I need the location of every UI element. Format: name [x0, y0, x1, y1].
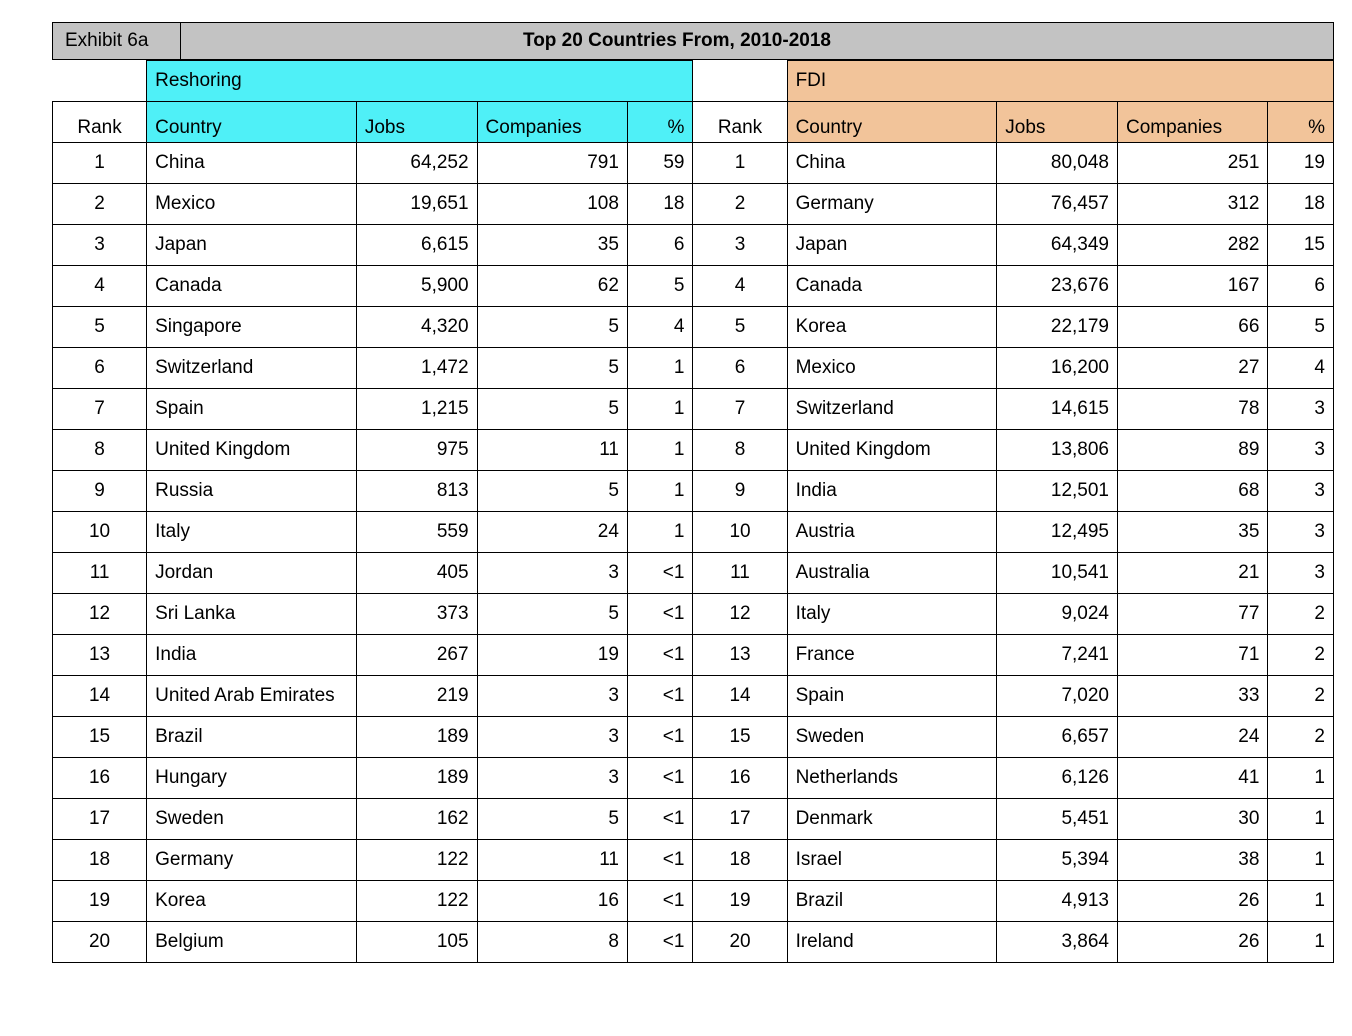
cell-jobs-reshoring: 373	[356, 594, 477, 635]
cell-jobs-reshoring: 267	[356, 635, 477, 676]
header-rank-reshoring: Rank	[53, 102, 147, 143]
table-row	[53, 512, 1334, 553]
cell-jobs-fdi: 23,676	[997, 266, 1118, 307]
cell-companies-reshoring: 19	[477, 635, 627, 676]
cell-rank-reshoring: 13	[53, 635, 147, 676]
cell-rank-fdi: 3	[693, 225, 787, 266]
cell-companies-reshoring: 11	[477, 430, 627, 471]
cell-country-reshoring: Spain	[147, 389, 357, 430]
cell-jobs-fdi: 6,126	[997, 758, 1118, 799]
blank-corner-left	[53, 61, 147, 102]
cell-companies-fdi: 35	[1118, 512, 1268, 553]
cell-rank-reshoring: 16	[53, 758, 147, 799]
cell-country-fdi: Austria	[787, 512, 997, 553]
cell-companies-fdi: 33	[1118, 676, 1268, 717]
exhibit-title-bar	[52, 22, 1334, 60]
cell-country-reshoring: Japan	[147, 225, 357, 266]
cell-companies-reshoring: 35	[477, 225, 627, 266]
cell-companies-fdi: 41	[1118, 758, 1268, 799]
table-row	[53, 143, 1334, 184]
cell-country-reshoring: Sweden	[147, 799, 357, 840]
cell-percent-fdi: 1	[1268, 881, 1334, 922]
cell-percent-fdi: 19	[1268, 143, 1334, 184]
cell-jobs-fdi: 7,241	[997, 635, 1118, 676]
cell-rank-reshoring: 1	[53, 143, 147, 184]
cell-jobs-reshoring: 1,215	[356, 389, 477, 430]
cell-companies-fdi: 251	[1118, 143, 1268, 184]
cell-companies-reshoring: 791	[477, 143, 627, 184]
cell-jobs-fdi: 5,394	[997, 840, 1118, 881]
column-header-row	[53, 102, 1334, 143]
cell-country-reshoring: Switzerland	[147, 348, 357, 389]
table-row	[53, 225, 1334, 266]
cell-percent-fdi: 5	[1268, 307, 1334, 348]
cell-companies-fdi: 26	[1118, 881, 1268, 922]
header-companies-fdi: Companies	[1118, 102, 1268, 143]
cell-rank-fdi: 18	[693, 840, 787, 881]
cell-rank-reshoring: 20	[53, 922, 147, 963]
header-percent-fdi: %	[1268, 102, 1334, 143]
cell-rank-fdi: 14	[693, 676, 787, 717]
cell-country-fdi: Denmark	[787, 799, 997, 840]
cell-rank-fdi: 15	[693, 717, 787, 758]
cell-jobs-reshoring: 105	[356, 922, 477, 963]
table-row	[53, 471, 1334, 512]
cell-country-fdi: Australia	[787, 553, 997, 594]
cell-companies-fdi: 38	[1118, 840, 1268, 881]
cell-rank-fdi: 12	[693, 594, 787, 635]
cell-rank-reshoring: 15	[53, 717, 147, 758]
cell-country-reshoring: United Arab Emirates	[147, 676, 357, 717]
cell-companies-reshoring: 5	[477, 594, 627, 635]
blank-corner-mid	[693, 61, 787, 102]
table-row	[53, 717, 1334, 758]
cell-country-fdi: Canada	[787, 266, 997, 307]
cell-jobs-fdi: 3,864	[997, 922, 1118, 963]
cell-jobs-reshoring: 975	[356, 430, 477, 471]
cell-companies-fdi: 71	[1118, 635, 1268, 676]
cell-jobs-reshoring: 162	[356, 799, 477, 840]
group-label-reshoring: Reshoring	[147, 61, 693, 102]
table-row	[53, 184, 1334, 225]
cell-companies-fdi: 27	[1118, 348, 1268, 389]
cell-rank-reshoring: 5	[53, 307, 147, 348]
cell-percent-fdi: 3	[1268, 553, 1334, 594]
header-companies-reshoring: Companies	[477, 102, 627, 143]
cell-rank-reshoring: 17	[53, 799, 147, 840]
cell-companies-fdi: 26	[1118, 922, 1268, 963]
table-row	[53, 266, 1334, 307]
cell-jobs-reshoring: 189	[356, 758, 477, 799]
cell-rank-reshoring: 3	[53, 225, 147, 266]
cell-percent-fdi: 3	[1268, 430, 1334, 471]
cell-percent-fdi: 2	[1268, 676, 1334, 717]
cell-rank-fdi: 9	[693, 471, 787, 512]
table-row	[53, 348, 1334, 389]
cell-rank-fdi: 20	[693, 922, 787, 963]
cell-rank-fdi: 8	[693, 430, 787, 471]
cell-jobs-fdi: 64,349	[997, 225, 1118, 266]
cell-rank-fdi: 1	[693, 143, 787, 184]
cell-rank-reshoring: 10	[53, 512, 147, 553]
table-row	[53, 307, 1334, 348]
table-row	[53, 881, 1334, 922]
cell-jobs-reshoring: 122	[356, 881, 477, 922]
cell-percent-reshoring: 6	[627, 225, 693, 266]
cell-country-reshoring: Sri Lanka	[147, 594, 357, 635]
header-jobs-reshoring: Jobs	[356, 102, 477, 143]
cell-percent-reshoring: 5	[627, 266, 693, 307]
cell-companies-reshoring: 16	[477, 881, 627, 922]
cell-jobs-fdi: 16,200	[997, 348, 1118, 389]
cell-country-fdi: Spain	[787, 676, 997, 717]
cell-companies-reshoring: 8	[477, 922, 627, 963]
cell-country-reshoring: Korea	[147, 881, 357, 922]
cell-percent-reshoring: 1	[627, 512, 693, 553]
header-jobs-fdi: Jobs	[997, 102, 1118, 143]
cell-percent-fdi: 1	[1268, 758, 1334, 799]
cell-country-reshoring: United Kingdom	[147, 430, 357, 471]
cell-companies-reshoring: 24	[477, 512, 627, 553]
table-row	[53, 553, 1334, 594]
cell-percent-reshoring: <1	[627, 553, 693, 594]
cell-companies-reshoring: 5	[477, 389, 627, 430]
cell-rank-reshoring: 4	[53, 266, 147, 307]
cell-jobs-fdi: 12,501	[997, 471, 1118, 512]
table-row	[53, 635, 1334, 676]
cell-country-fdi: Japan	[787, 225, 997, 266]
cell-jobs-reshoring: 405	[356, 553, 477, 594]
cell-percent-fdi: 2	[1268, 594, 1334, 635]
group-header-row	[53, 61, 1334, 102]
table-body	[53, 143, 1334, 963]
cell-companies-fdi: 282	[1118, 225, 1268, 266]
cell-rank-fdi: 4	[693, 266, 787, 307]
cell-country-fdi: Mexico	[787, 348, 997, 389]
cell-companies-reshoring: 5	[477, 799, 627, 840]
cell-rank-fdi: 6	[693, 348, 787, 389]
cell-companies-fdi: 24	[1118, 717, 1268, 758]
table-row	[53, 758, 1334, 799]
cell-companies-reshoring: 108	[477, 184, 627, 225]
cell-country-fdi: China	[787, 143, 997, 184]
cell-companies-reshoring: 11	[477, 840, 627, 881]
cell-percent-reshoring: <1	[627, 881, 693, 922]
cell-jobs-fdi: 5,451	[997, 799, 1118, 840]
cell-country-fdi: India	[787, 471, 997, 512]
cell-jobs-reshoring: 219	[356, 676, 477, 717]
cell-jobs-fdi: 9,024	[997, 594, 1118, 635]
cell-country-fdi: Germany	[787, 184, 997, 225]
cell-country-reshoring: Hungary	[147, 758, 357, 799]
header-percent-reshoring: %	[627, 102, 693, 143]
cell-jobs-reshoring: 5,900	[356, 266, 477, 307]
cell-country-reshoring: Russia	[147, 471, 357, 512]
cell-percent-reshoring: 1	[627, 389, 693, 430]
table-row	[53, 676, 1334, 717]
cell-percent-reshoring: <1	[627, 922, 693, 963]
cell-companies-fdi: 312	[1118, 184, 1268, 225]
cell-percent-fdi: 2	[1268, 635, 1334, 676]
cell-companies-fdi: 66	[1118, 307, 1268, 348]
cell-rank-reshoring: 12	[53, 594, 147, 635]
cell-country-reshoring: Italy	[147, 512, 357, 553]
cell-percent-fdi: 1	[1268, 922, 1334, 963]
cell-percent-reshoring: <1	[627, 840, 693, 881]
cell-country-fdi: Israel	[787, 840, 997, 881]
header-rank-fdi: Rank	[693, 102, 787, 143]
cell-jobs-fdi: 80,048	[997, 143, 1118, 184]
table-row	[53, 922, 1334, 963]
cell-rank-fdi: 10	[693, 512, 787, 553]
cell-country-fdi: United Kingdom	[787, 430, 997, 471]
cell-jobs-reshoring: 122	[356, 840, 477, 881]
cell-jobs-reshoring: 6,615	[356, 225, 477, 266]
cell-companies-fdi: 21	[1118, 553, 1268, 594]
cell-companies-reshoring: 5	[477, 471, 627, 512]
table-row	[53, 389, 1334, 430]
cell-rank-reshoring: 7	[53, 389, 147, 430]
cell-percent-reshoring: 4	[627, 307, 693, 348]
cell-rank-reshoring: 9	[53, 471, 147, 512]
cell-country-reshoring: Canada	[147, 266, 357, 307]
cell-companies-fdi: 77	[1118, 594, 1268, 635]
cell-companies-fdi: 167	[1118, 266, 1268, 307]
cell-rank-reshoring: 8	[53, 430, 147, 471]
cell-country-reshoring: Germany	[147, 840, 357, 881]
cell-rank-fdi: 19	[693, 881, 787, 922]
cell-companies-reshoring: 3	[477, 676, 627, 717]
cell-jobs-fdi: 7,020	[997, 676, 1118, 717]
cell-rank-reshoring: 2	[53, 184, 147, 225]
cell-percent-reshoring: <1	[627, 676, 693, 717]
cell-percent-fdi: 3	[1268, 471, 1334, 512]
cell-jobs-fdi: 6,657	[997, 717, 1118, 758]
cell-companies-reshoring: 5	[477, 307, 627, 348]
cell-jobs-reshoring: 1,472	[356, 348, 477, 389]
cell-country-reshoring: China	[147, 143, 357, 184]
cell-country-reshoring: Belgium	[147, 922, 357, 963]
cell-companies-fdi: 68	[1118, 471, 1268, 512]
cell-percent-reshoring: <1	[627, 717, 693, 758]
cell-jobs-reshoring: 189	[356, 717, 477, 758]
cell-jobs-fdi: 76,457	[997, 184, 1118, 225]
countries-table	[52, 60, 1334, 963]
cell-companies-fdi: 78	[1118, 389, 1268, 430]
cell-rank-fdi: 2	[693, 184, 787, 225]
cell-jobs-reshoring: 64,252	[356, 143, 477, 184]
cell-country-reshoring: Singapore	[147, 307, 357, 348]
cell-country-fdi: Korea	[787, 307, 997, 348]
cell-jobs-fdi: 10,541	[997, 553, 1118, 594]
cell-rank-fdi: 5	[693, 307, 787, 348]
cell-country-reshoring: India	[147, 635, 357, 676]
cell-companies-fdi: 89	[1118, 430, 1268, 471]
cell-percent-reshoring: 1	[627, 430, 693, 471]
cell-rank-fdi: 17	[693, 799, 787, 840]
cell-companies-reshoring: 3	[477, 717, 627, 758]
cell-jobs-fdi: 4,913	[997, 881, 1118, 922]
table-row	[53, 430, 1334, 471]
cell-percent-reshoring: <1	[627, 594, 693, 635]
cell-percent-fdi: 1	[1268, 840, 1334, 881]
cell-percent-reshoring: <1	[627, 799, 693, 840]
cell-country-fdi: Brazil	[787, 881, 997, 922]
cell-country-fdi: Sweden	[787, 717, 997, 758]
cell-percent-reshoring: 59	[627, 143, 693, 184]
cell-rank-reshoring: 11	[53, 553, 147, 594]
cell-percent-reshoring: 18	[627, 184, 693, 225]
cell-percent-fdi: 18	[1268, 184, 1334, 225]
cell-country-fdi: Netherlands	[787, 758, 997, 799]
table-row	[53, 840, 1334, 881]
header-country-fdi: Country	[787, 102, 997, 143]
cell-country-fdi: Switzerland	[787, 389, 997, 430]
cell-percent-fdi: 2	[1268, 717, 1334, 758]
cell-jobs-fdi: 22,179	[997, 307, 1118, 348]
cell-companies-fdi: 30	[1118, 799, 1268, 840]
cell-companies-reshoring: 3	[477, 553, 627, 594]
cell-percent-fdi: 6	[1268, 266, 1334, 307]
cell-jobs-reshoring: 813	[356, 471, 477, 512]
cell-jobs-fdi: 14,615	[997, 389, 1118, 430]
cell-percent-reshoring: 1	[627, 348, 693, 389]
group-label-fdi: FDI	[787, 61, 1333, 102]
cell-rank-reshoring: 6	[53, 348, 147, 389]
exhibit-heading: Top 20 Countries From, 2010-2018	[523, 30, 831, 51]
cell-percent-reshoring: <1	[627, 758, 693, 799]
cell-percent-fdi: 3	[1268, 389, 1334, 430]
cell-rank-reshoring: 14	[53, 676, 147, 717]
cell-rank-reshoring: 18	[53, 840, 147, 881]
cell-percent-fdi: 1	[1268, 799, 1334, 840]
cell-percent-fdi: 3	[1268, 512, 1334, 553]
table-row	[53, 799, 1334, 840]
cell-percent-reshoring: 1	[627, 471, 693, 512]
table-row	[53, 594, 1334, 635]
cell-country-fdi: Ireland	[787, 922, 997, 963]
cell-percent-fdi: 4	[1268, 348, 1334, 389]
cell-jobs-fdi: 12,495	[997, 512, 1118, 553]
cell-companies-reshoring: 5	[477, 348, 627, 389]
cell-percent-fdi: 15	[1268, 225, 1334, 266]
cell-country-reshoring: Jordan	[147, 553, 357, 594]
cell-jobs-reshoring: 4,320	[356, 307, 477, 348]
cell-jobs-reshoring: 19,651	[356, 184, 477, 225]
exhibit-label: Exhibit 6a	[53, 23, 181, 59]
cell-rank-fdi: 16	[693, 758, 787, 799]
cell-country-fdi: Italy	[787, 594, 997, 635]
cell-rank-reshoring: 19	[53, 881, 147, 922]
cell-rank-fdi: 13	[693, 635, 787, 676]
cell-jobs-reshoring: 559	[356, 512, 477, 553]
cell-country-fdi: France	[787, 635, 997, 676]
cell-rank-fdi: 7	[693, 389, 787, 430]
cell-country-reshoring: Brazil	[147, 717, 357, 758]
cell-companies-reshoring: 3	[477, 758, 627, 799]
cell-country-reshoring: Mexico	[147, 184, 357, 225]
cell-companies-reshoring: 62	[477, 266, 627, 307]
header-country-reshoring: Country	[147, 102, 357, 143]
cell-rank-fdi: 11	[693, 553, 787, 594]
cell-jobs-fdi: 13,806	[997, 430, 1118, 471]
cell-percent-reshoring: <1	[627, 635, 693, 676]
